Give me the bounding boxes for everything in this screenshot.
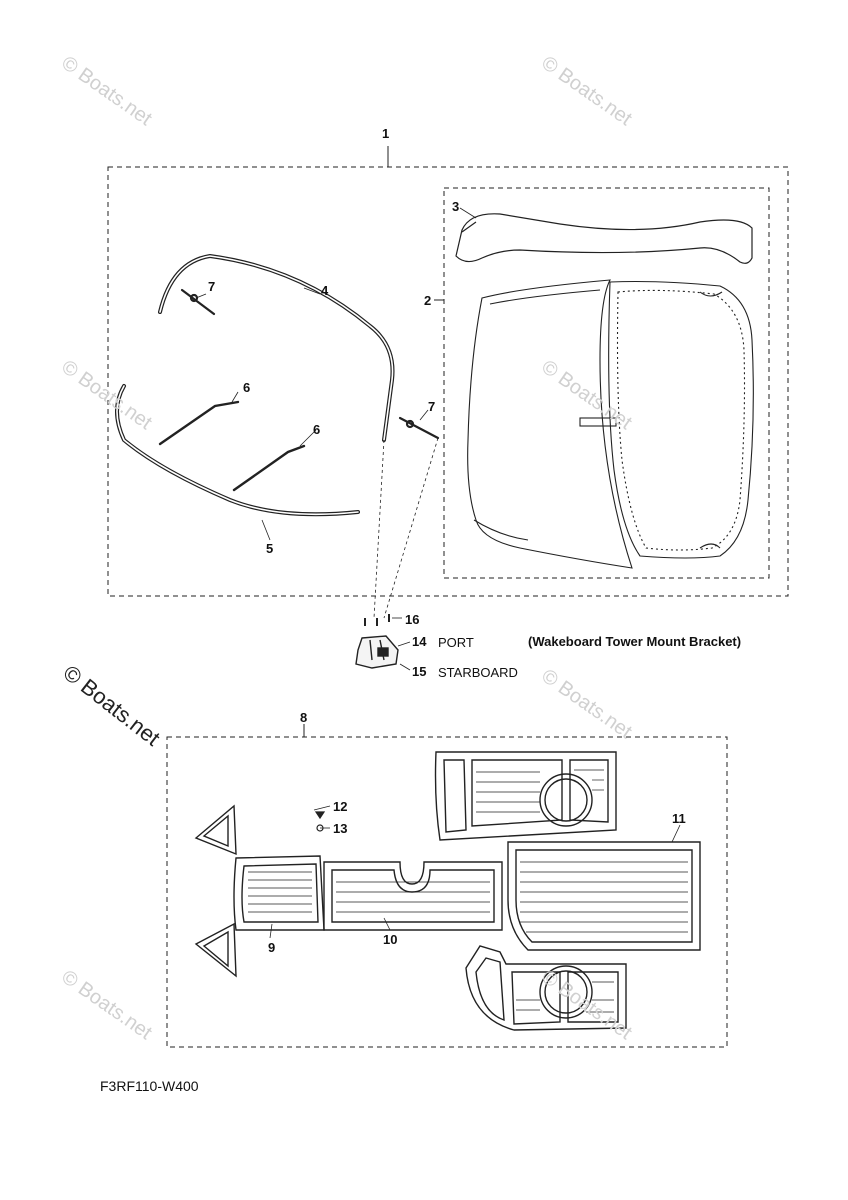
- label-starboard: STARBOARD: [438, 665, 518, 680]
- part-3-cover: [456, 214, 752, 264]
- callout-16: 16: [405, 612, 420, 627]
- callout-10: 10: [383, 932, 398, 947]
- part-5-lower-bow: [117, 386, 358, 514]
- part-10-lines: [336, 882, 490, 912]
- callout-13: 13: [333, 821, 348, 836]
- callout-8: 8: [300, 710, 308, 725]
- callout-15: 15: [412, 664, 427, 679]
- part-7-fittings: [182, 290, 438, 438]
- watermark: © Boats.net: [537, 52, 636, 131]
- watermark: © Boats.net: [537, 356, 636, 435]
- callout-1: 1: [382, 126, 390, 141]
- assembly-1-frame: [108, 167, 788, 596]
- label-port: PORT: [438, 635, 474, 650]
- part-4-frame-bow: [160, 256, 393, 440]
- part-14-15-mount-bracket: [356, 636, 398, 668]
- part-9-mat: [234, 856, 324, 930]
- watermark: © Boats.net: [57, 966, 156, 1045]
- callout-7b: 7: [428, 399, 436, 414]
- callout-3: 3: [452, 199, 460, 214]
- watermark-large: © Boats.net: [58, 660, 165, 751]
- watermark: © Boats.net: [57, 356, 156, 435]
- watermark: © Boats.net: [537, 665, 636, 744]
- part-9-left-mats: [196, 806, 236, 976]
- part-16-screws: [364, 614, 390, 626]
- bracket-note: (Wakeboard Tower Mount Bracket): [528, 634, 742, 649]
- callout-2: 2: [424, 293, 432, 308]
- callout-7a: 7: [208, 279, 216, 294]
- callout-5: 5: [266, 541, 274, 556]
- callout-9: 9: [268, 940, 276, 955]
- callout-6a: 6: [243, 380, 251, 395]
- watermark: © Boats.net: [57, 52, 156, 131]
- part-9-lines: [248, 872, 312, 912]
- part-11-lines: [520, 862, 688, 932]
- upper-side-mats: [436, 752, 617, 840]
- watermark: © Boats.net: [537, 966, 636, 1045]
- callout-6b: 6: [313, 422, 321, 437]
- diagram-code: F3RF110-W400: [100, 1078, 199, 1094]
- callout-14: 14: [412, 634, 427, 649]
- part-10-mat: [324, 862, 502, 930]
- assembly-2-frame: [444, 188, 769, 578]
- callout-12: 12: [333, 799, 348, 814]
- callout-11: 11: [672, 811, 686, 826]
- part-11-mat: [508, 842, 700, 950]
- callout-4: 4: [321, 283, 329, 298]
